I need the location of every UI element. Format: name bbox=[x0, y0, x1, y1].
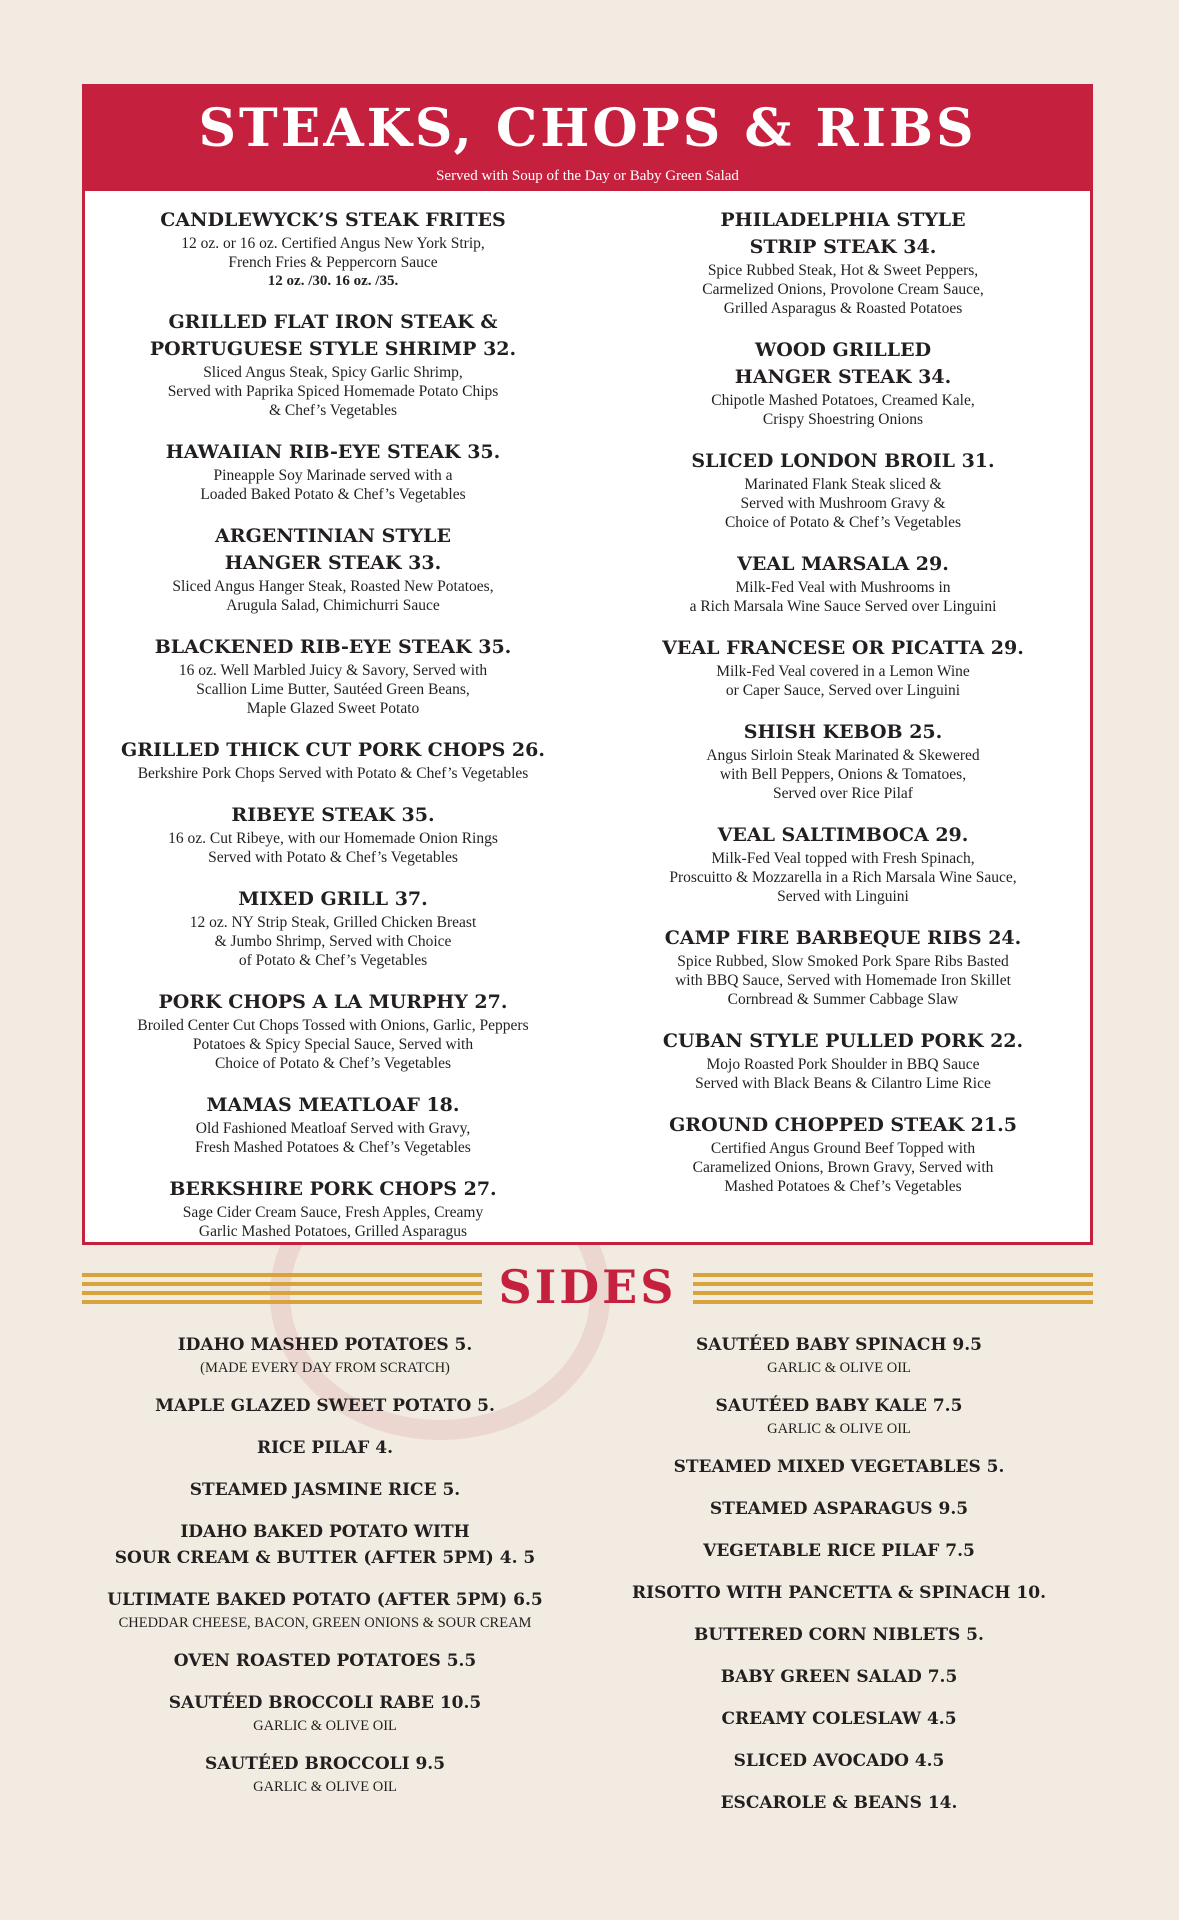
side-item-note: GARLIC & OLIVE OIL bbox=[253, 1779, 397, 1795]
side-item bbox=[82, 1393, 568, 1419]
menu-item-description: Marinated Flank Steak sliced & Served with Mushroom Gravy & Choice of Potato & Chef’s Vegetables bbox=[724, 476, 962, 531]
menu-item-name: PHILADELPHIA STYLE STRIP STEAK 34. bbox=[720, 209, 966, 258]
menu-item bbox=[610, 448, 1076, 532]
side-item-name: BABY GREEN SALAD 7.5 bbox=[720, 1667, 958, 1687]
side-item bbox=[82, 1751, 568, 1796]
menu-item-description: Sliced Angus Hanger Steak, Roasted New Potatoes, Arugula Salad, Chimichurri Sauce bbox=[172, 578, 494, 614]
menu-item bbox=[105, 737, 561, 783]
menu-item-name: VEAL SALTIMBOCA 29. bbox=[717, 824, 969, 846]
menu-item-name: BERKSHIRE PORK CHOPS 27. bbox=[169, 1178, 497, 1200]
menu-item-description: Angus Sirloin Steak Marinated & Skewered with Bell Peppers, Onions & Tomatoes, Served over Rice Pilaf bbox=[706, 747, 980, 802]
side-item-note: GARLIC & OLIVE OIL bbox=[767, 1360, 911, 1376]
menu-item-description: Spice Rubbed Steak, Hot & Sweet Peppers, Carmelized Onions, Provolone Cream Sauce, Grilled Asparagus & Roasted Potatoes bbox=[702, 262, 984, 317]
menu-item bbox=[105, 989, 561, 1073]
sides-header bbox=[82, 1262, 1093, 1316]
side-item bbox=[82, 1435, 568, 1461]
menu-item bbox=[105, 1092, 561, 1157]
menu-item-description: Spice Rubbed, Slow Smoked Pork Spare Ribs Basted with BBQ Sauce, Served with Homemade Iron Skillet Cornbread & Summer Cabbage Slaw bbox=[675, 953, 1011, 1008]
menu-item-name: GRILLED FLAT IRON STEAK & PORTUGUESE STYLE SHRIMP 32. bbox=[149, 311, 517, 360]
menu-item bbox=[105, 634, 561, 718]
menu-item-description: Sliced Angus Steak, Spicy Garlic Shrimp, Served with Paprika Spiced Homemade Potato Chips & Chef’s Vegetables bbox=[167, 364, 499, 419]
menu-item-description: Milk-Fed Veal topped with Fresh Spinach, Proscuitto & Mozzarella in a Rich Marsala Wine Sauce, Served with Linguini bbox=[669, 850, 1017, 905]
menu-item-name: WOOD GRILLED HANGER STEAK 34. bbox=[734, 339, 952, 388]
section-banner bbox=[85, 87, 1090, 191]
menu-item-name: SHISH KEBOB 25. bbox=[743, 721, 943, 743]
menu-item-name: ARGENTINIAN STYLE HANGER STEAK 33. bbox=[215, 525, 451, 574]
menu-item-description: Milk-Fed Veal covered in a Lemon Wine or Caper Sauce, Served over Linguini bbox=[716, 663, 970, 699]
side-item-name: SAUTÉED BABY SPINACH 9.5 bbox=[695, 1335, 983, 1355]
menu-item-name: SLICED LONDON BROIL 31. bbox=[691, 450, 995, 472]
menu-item-name: MIXED GRILL 37. bbox=[238, 888, 428, 910]
side-item bbox=[82, 1332, 568, 1377]
menu-item-description: Certified Angus Ground Beef Topped with Caramelized Onions, Brown Gravy, Served with Mashed Potatoes & Chef’s Vegetables bbox=[692, 1140, 994, 1195]
menu-item bbox=[105, 802, 561, 867]
side-item-name: CREAMY COLESLAW 4.5 bbox=[721, 1709, 957, 1729]
menu-item bbox=[610, 635, 1076, 700]
side-item-note: GARLIC & OLIVE OIL bbox=[253, 1718, 397, 1734]
side-item-name: IDAHO MASHED POTATOES 5. bbox=[177, 1335, 473, 1355]
mains-column-left bbox=[105, 207, 561, 1260]
menu-item-name: VEAL FRANCESE OR PICATTA 29. bbox=[662, 637, 1024, 659]
menu-item bbox=[610, 925, 1076, 1009]
side-item-note: (MADE EVERY DAY FROM SCRATCH) bbox=[200, 1360, 450, 1376]
side-item bbox=[82, 1519, 568, 1571]
side-item-name: ULTIMATE BAKED POTATO (AFTER 5PM) 6.5 bbox=[107, 1590, 543, 1610]
menu-item bbox=[610, 1028, 1076, 1093]
menu-item bbox=[105, 523, 561, 615]
menu-item-description: Sage Cider Cream Sauce, Fresh Apples, Creamy Garlic Mashed Potatoes, Grilled Asparagus bbox=[182, 1204, 484, 1240]
sides-title: SIDES bbox=[498, 1260, 677, 1314]
menu-item bbox=[105, 1176, 561, 1241]
side-item-name: SAUTÉED BROCCOLI RABE 10.5 bbox=[168, 1693, 482, 1713]
menu-item bbox=[105, 886, 561, 970]
menu-item bbox=[610, 337, 1076, 429]
side-item bbox=[82, 1587, 568, 1632]
side-item bbox=[604, 1454, 1074, 1480]
side-item bbox=[82, 1477, 568, 1503]
side-item-name: STEAMED JASMINE RICE 5. bbox=[189, 1480, 461, 1500]
menu-item bbox=[105, 309, 561, 420]
side-item-name: SAUTÉED BABY KALE 7.5 bbox=[715, 1396, 963, 1416]
side-item-note: CHEDDAR CHEESE, BACON, GREEN ONIONS & SOUR CREAM bbox=[118, 1615, 532, 1631]
menu-item-description: 16 oz. Well Marbled Juicy & Savory, Served with Scallion Lime Butter, Sautéed Green Beans, Maple Glazed Sweet Potato bbox=[178, 662, 488, 717]
menu-item-name: RIBEYE STEAK 35. bbox=[231, 804, 435, 826]
side-item bbox=[604, 1538, 1074, 1564]
menu-item bbox=[105, 207, 561, 290]
menu-item-name: CAMP FIRE BARBEQUE RIBS 24. bbox=[664, 927, 1022, 949]
sides-column-right bbox=[604, 1332, 1074, 1832]
side-item-name: VEGETABLE RICE PILAF 7.5 bbox=[703, 1541, 975, 1561]
menu-item-name: CUBAN STYLE PULLED PORK 22. bbox=[662, 1030, 1024, 1052]
side-item bbox=[604, 1664, 1074, 1690]
menu-item-description: 12 oz. or 16 oz. Certified Angus New York Strip, French Fries & Peppercorn Sauce bbox=[181, 235, 485, 271]
side-item bbox=[604, 1748, 1074, 1774]
menu-item-name: GRILLED THICK CUT PORK CHOPS 26. bbox=[121, 739, 545, 761]
menu-item-description: Pineapple Soy Marinade served with a Loaded Baked Potato & Chef’s Vegetables bbox=[200, 467, 466, 503]
side-item-name: STEAMED ASPARAGUS 9.5 bbox=[709, 1499, 969, 1519]
side-item bbox=[604, 1496, 1074, 1522]
side-item bbox=[604, 1706, 1074, 1732]
side-item bbox=[82, 1690, 568, 1735]
menu-item bbox=[610, 551, 1076, 616]
menu-item-name: MAMAS MEATLOAF 18. bbox=[206, 1094, 460, 1116]
menu-item-description: Mojo Roasted Pork Shoulder in BBQ Sauce Served with Black Beans & Cilantro Lime Rice bbox=[695, 1056, 991, 1092]
menu-item-name: GROUND CHOPPED STEAK 21.5 bbox=[669, 1114, 1017, 1136]
side-item-name: RISOTTO WITH PANCETTA & SPINACH 10. bbox=[632, 1583, 1046, 1603]
side-item-name: SLICED AVOCADO 4.5 bbox=[733, 1751, 945, 1771]
side-item-name: BUTTERED CORN NIBLETS 5. bbox=[694, 1625, 984, 1645]
side-item bbox=[604, 1393, 1074, 1438]
menu-item-description: 16 oz. Cut Ribeye, with our Homemade Onion Rings Served with Potato & Chef’s Vegetables bbox=[168, 830, 498, 866]
menu-item bbox=[610, 719, 1076, 803]
menu-item bbox=[610, 207, 1076, 318]
side-item-name: OVEN ROASTED POTATOES 5.5 bbox=[173, 1651, 477, 1671]
menu-item-sizes: 12 oz. /30. 16 oz. /35. bbox=[267, 273, 399, 289]
menu-item-name: VEAL MARSALA 29. bbox=[737, 553, 949, 575]
side-item bbox=[604, 1332, 1074, 1377]
side-item-name: RICE PILAF 4. bbox=[256, 1438, 394, 1458]
menu-item-description: Broiled Center Cut Chops Tossed with Onions, Garlic, Peppers Potatoes & Spicy Special Sauce, Served with Choice of Potato & Chef’s Vegetables bbox=[137, 1017, 529, 1072]
side-item bbox=[604, 1622, 1074, 1648]
menu-item-description: Old Fashioned Meatloaf Served with Gravy, Fresh Mashed Potatoes & Chef’s Vegetables bbox=[195, 1120, 471, 1156]
side-item-name: SAUTÉED BROCCOLI 9.5 bbox=[204, 1754, 446, 1774]
menu-item-name: PORK CHOPS A LA MURPHY 27. bbox=[158, 991, 508, 1013]
menu-item-name: HAWAIIAN RIB-EYE STEAK 35. bbox=[165, 441, 501, 463]
side-item bbox=[604, 1790, 1074, 1816]
menu-item-description: Berkshire Pork Chops Served with Potato & Chef’s Vegetables bbox=[137, 765, 529, 782]
side-item-name: ESCAROLE & BEANS 14. bbox=[720, 1793, 958, 1813]
menu-item-description: 12 oz. NY Strip Steak, Grilled Chicken Breast & Jumbo Shrimp, Served with Choice of Potato & Chef’s Vegetables bbox=[189, 914, 477, 969]
menu-item-name: CANDLEWYCK’S STEAK FRITES bbox=[160, 209, 506, 231]
menu-item bbox=[610, 822, 1076, 906]
menu-item bbox=[105, 439, 561, 504]
side-item-name: STEAMED MIXED VEGETABLES 5. bbox=[673, 1457, 1005, 1477]
section-subtitle: Served with Soup of the Day or Baby Green Salad bbox=[436, 168, 739, 184]
sides-column-left bbox=[82, 1332, 568, 1812]
menu-item-description: Chipotle Mashed Potatoes, Creamed Kale, Crispy Shoestring Onions bbox=[711, 392, 975, 428]
side-item bbox=[604, 1580, 1074, 1606]
side-item bbox=[82, 1648, 568, 1674]
menu-item-name: BLACKENED RIB-EYE STEAK 35. bbox=[154, 636, 512, 658]
menu-item-description: Milk-Fed Veal with Mushrooms in a Rich Marsala Wine Sauce Served over Linguini bbox=[689, 579, 997, 615]
side-item-name: MAPLE GLAZED SWEET POTATO 5. bbox=[155, 1396, 495, 1416]
mains-panel bbox=[82, 84, 1093, 1245]
menu-item bbox=[610, 1112, 1076, 1196]
mains-column-right bbox=[610, 207, 1076, 1215]
side-item-note: GARLIC & OLIVE OIL bbox=[767, 1421, 911, 1437]
section-title: STEAKS, CHOPS & RIBS bbox=[198, 98, 977, 159]
side-item-name: IDAHO BAKED POTATO WITH SOUR CREAM & BUTTER (AFTER 5PM) 4. 5 bbox=[114, 1522, 536, 1568]
